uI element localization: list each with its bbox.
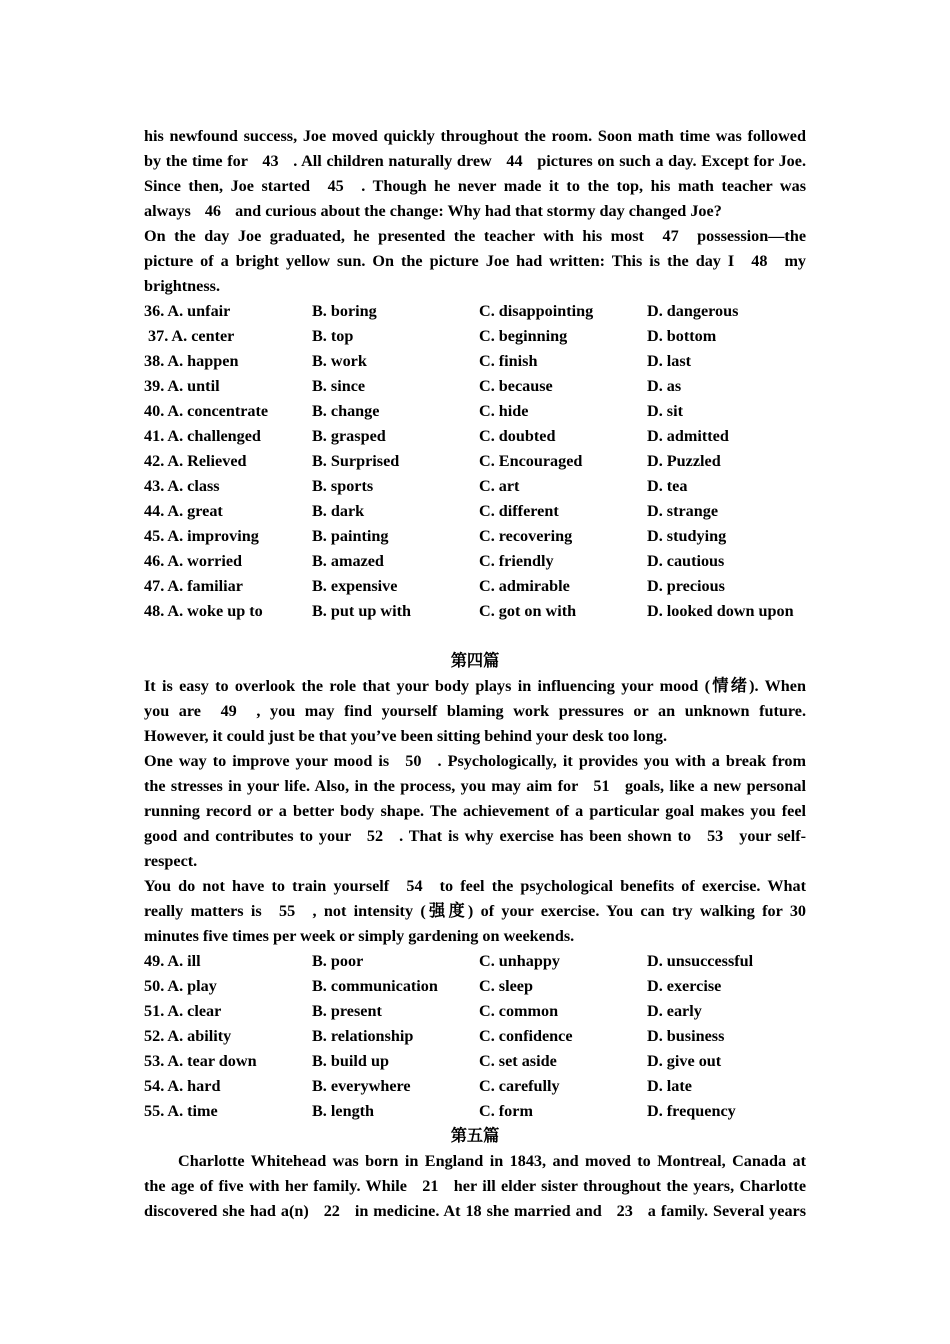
option-cell: D. frequency (647, 1102, 736, 1120)
option-cell: C. art (479, 477, 520, 495)
blank-number: 54 (406, 877, 423, 895)
option-cell: C. form (479, 1102, 533, 1120)
option-cell: 37. A. center (144, 327, 235, 345)
option-cell: C. friendly (479, 552, 554, 570)
option-row (144, 1074, 806, 1099)
option-row (144, 449, 806, 474)
option-cell: B. relationship (312, 1027, 414, 1045)
text-segment: pictures on such a day. Except for Joe. (537, 152, 807, 170)
option-cell: 53. A. tear down (144, 1052, 257, 1070)
text-segment: you are (144, 702, 201, 720)
option-cell: B. everywhere (312, 1077, 411, 1095)
blank-number: 50 (405, 752, 422, 770)
blank-number: 49 (220, 702, 237, 720)
option-cell: D. studying (647, 527, 727, 545)
option-cell: 52. A. ability (144, 1027, 232, 1045)
option-cell: C. unhappy (479, 952, 560, 970)
option-cell: C. recovering (479, 527, 573, 545)
option-cell: B. poor (312, 952, 364, 970)
text-segment: her ill elder sister throughout the years, Charlotte (453, 1177, 807, 1195)
text-line (144, 174, 806, 199)
text-segment: , not intensity (强度) of your exercise. You can try walking for 30 (312, 902, 807, 920)
option-cell: C. sleep (479, 977, 533, 995)
text-segment: his newfound success, Joe moved quickly throughout the room. Soon math time was followed (144, 127, 806, 145)
text-line (144, 799, 806, 824)
text-segment: discovered she had a(n) (144, 1202, 309, 1220)
document-page (144, 124, 806, 1224)
option-row (144, 999, 806, 1024)
option-row (144, 599, 806, 624)
option-cell: C. Encouraged (479, 452, 583, 470)
text-line (144, 699, 806, 724)
blank-number: 52 (366, 827, 384, 845)
text-segment: . Psychologically, it provides you with a break from (437, 752, 806, 770)
option-row (144, 499, 806, 524)
passage-3 (144, 124, 806, 299)
blank-number: 44 (506, 152, 523, 170)
text-segment: goals, like a new personal (624, 777, 806, 795)
text-line (144, 1174, 806, 1199)
option-cell: B. boring (312, 302, 377, 320)
option-row (144, 324, 806, 349)
option-cell: B. put up with (312, 602, 411, 620)
option-cell: B. Surprised (312, 452, 400, 470)
blank-number: 55 (279, 902, 296, 920)
option-cell: C. disappointing (479, 302, 594, 320)
option-cell: 47. A. familiar (144, 577, 243, 595)
option-cell: B. build up (312, 1052, 389, 1070)
text-segment: It is easy to overlook the role that your body plays in influencing your mood (情绪). When (144, 677, 806, 695)
text-segment: You do not have to train yourself (144, 877, 390, 895)
blank-number: 48 (751, 252, 768, 270)
option-row (144, 974, 806, 999)
option-cell: 38. A. happen (144, 352, 239, 370)
option-cell: B. painting (312, 527, 389, 545)
blank-number: 23 (616, 1202, 633, 1220)
text-segment: brightness. (144, 277, 221, 295)
option-cell: 46. A. worried (144, 552, 243, 570)
option-cell: 40. A. concentrate (144, 402, 269, 420)
text-line (144, 674, 806, 699)
option-cell: 44. A. great (144, 502, 223, 520)
option-row (144, 474, 806, 499)
passage-4-options (144, 949, 806, 1124)
text-segment: really matters is (144, 902, 262, 920)
text-segment: However, it could just be that you’ve been sitting behind your desk too long. (144, 727, 667, 745)
passage-4-heading: 第四篇 (450, 652, 500, 670)
option-cell: 41. A. challenged (144, 427, 261, 445)
option-cell: B. grasped (312, 427, 386, 445)
text-line (144, 249, 806, 274)
option-cell: D. give out (647, 1052, 722, 1070)
option-cell: C. carefully (479, 1077, 560, 1095)
option-cell: D. looked down upon (647, 602, 794, 620)
text-line (144, 924, 806, 949)
option-cell: D. exercise (647, 977, 722, 995)
option-row (144, 399, 806, 424)
spacer (144, 624, 806, 649)
option-cell: D. bottom (647, 327, 717, 345)
text-line (144, 1199, 806, 1224)
text-segment: good and contributes to your (144, 827, 351, 845)
option-cell: C. common (479, 1002, 559, 1020)
option-cell: D. dangerous (647, 302, 739, 320)
text-line (144, 274, 806, 299)
option-cell: D. tea (647, 477, 688, 495)
option-cell: 39. A. until (144, 377, 220, 395)
option-row (144, 1024, 806, 1049)
option-cell: 36. A. unfair (144, 302, 231, 320)
text-line (144, 874, 806, 899)
text-segment: picture of a bright yellow sun. On the picture Joe had written: This is the day I (144, 252, 735, 270)
option-row (144, 949, 806, 974)
option-row (144, 349, 806, 374)
text-segment: and curious about the change: Why had that stormy day changed Joe? (235, 202, 722, 220)
option-cell: B. amazed (312, 552, 384, 570)
option-cell: C. hide (479, 402, 529, 420)
blank-number: 22 (323, 1202, 340, 1220)
text-segment: Since then, Joe started (144, 177, 311, 195)
blank-number: 46 (204, 202, 222, 220)
text-line (144, 849, 806, 874)
option-cell: B. change (312, 402, 380, 420)
text-line (144, 1149, 806, 1174)
text-segment: the stresses in your life. Also, in the process, you may aim for (144, 777, 579, 795)
option-cell: 48. A. woke up to (144, 602, 263, 620)
text-segment: respect. (144, 852, 198, 870)
text-segment: in medicine. At 18 she married and (354, 1202, 602, 1220)
blank-number: 43 (262, 152, 279, 170)
option-cell: 43. A. class (144, 477, 220, 495)
option-cell: C. different (479, 502, 559, 520)
option-row (144, 424, 806, 449)
option-row (144, 1099, 806, 1124)
option-cell: C. beginning (479, 327, 568, 345)
option-cell: B. dark (312, 502, 365, 520)
option-cell: D. last (647, 352, 692, 370)
blank-number: 53 (707, 827, 724, 845)
text-segment: your self- (739, 827, 807, 845)
blank-number: 21 (422, 1177, 439, 1195)
option-cell: D. precious (647, 577, 725, 595)
text-segment: to feel the psychological benefits of exercise. What (439, 877, 806, 895)
option-cell: B. top (312, 327, 354, 345)
option-cell: C. got on with (479, 602, 577, 620)
option-cell: B. work (312, 352, 367, 370)
option-cell: D. admitted (647, 427, 729, 445)
text-segment: One way to improve your mood is (144, 752, 390, 770)
text-segment: possession—the (697, 227, 807, 245)
text-line (144, 774, 806, 799)
text-line (144, 824, 806, 849)
passage-5 (144, 1149, 806, 1224)
option-row (144, 1049, 806, 1074)
passage-5-heading: 第五篇 (450, 1127, 500, 1145)
text-line (144, 124, 806, 149)
text-segment: the age of five with her family. While (144, 1177, 407, 1195)
text-segment: On the day Joe graduated, he presented the teacher with his most (144, 227, 644, 245)
option-cell: D. Puzzled (647, 452, 721, 470)
text-segment: minutes five times per week or simply gardening on weekends. (144, 927, 575, 945)
passage-4 (144, 674, 806, 949)
text-segment: . Though he never made it to the top, his math teacher was (361, 177, 807, 195)
option-cell: C. finish (479, 352, 538, 370)
option-row (144, 524, 806, 549)
text-segment: Charlotte Whitehead was born in England in 1843, and moved to Montreal, Canada at (178, 1152, 806, 1170)
option-cell: 55. A. time (144, 1102, 218, 1120)
option-cell: 49. A. ill (144, 952, 201, 970)
option-cell: D. business (647, 1027, 725, 1045)
text-segment: . That is why exercise has been shown to (399, 827, 692, 845)
option-cell: B. present (312, 1002, 382, 1020)
option-row (144, 574, 806, 599)
option-cell: B. since (312, 377, 366, 395)
text-segment: , you may find yourself blaming work pressures or an unknown future. (256, 702, 807, 720)
blank-number: 47 (662, 227, 679, 245)
text-segment: running record or a better body shape. The achievement of a particular goal makes you feel (144, 802, 806, 820)
text-line (144, 899, 806, 924)
option-row (144, 299, 806, 324)
option-cell: C. doubted (479, 427, 556, 445)
text-segment: my (784, 252, 807, 270)
option-cell: 54. A. hard (144, 1077, 221, 1095)
blank-number: 51 (593, 777, 610, 795)
option-row (144, 549, 806, 574)
option-cell: B. communication (312, 977, 438, 995)
option-cell: D. early (647, 1002, 702, 1020)
option-cell: D. sit (647, 402, 683, 420)
option-cell: 51. A. clear (144, 1002, 222, 1020)
option-cell: C. because (479, 377, 553, 395)
option-cell: B. length (312, 1102, 375, 1120)
blank-number: 45 (327, 177, 344, 195)
option-cell: 42. A. Relieved (144, 452, 247, 470)
text-line (144, 149, 806, 174)
option-cell: B. sports (312, 477, 374, 495)
option-cell: D. strange (647, 502, 719, 520)
option-cell: 50. A. play (144, 977, 217, 995)
option-cell: D. unsuccessful (647, 952, 754, 970)
option-cell: C. admirable (479, 577, 570, 595)
text-segment: a family. Several years (647, 1202, 807, 1220)
passage-3-options (144, 299, 806, 624)
text-line (144, 724, 806, 749)
text-line (144, 199, 806, 224)
option-row (144, 374, 806, 399)
text-segment: . All children naturally drew (293, 152, 492, 170)
text-line (144, 224, 806, 249)
option-cell: 45. A. improving (144, 527, 259, 545)
text-segment: by the time for (144, 152, 248, 170)
option-cell: D. as (647, 377, 682, 395)
option-cell: D. cautious (647, 552, 725, 570)
option-cell: B. expensive (312, 577, 398, 595)
text-line (144, 749, 806, 774)
text-segment: always (144, 202, 191, 220)
option-cell: C. set aside (479, 1052, 557, 1070)
option-cell: C. confidence (479, 1027, 573, 1045)
option-cell: D. late (647, 1077, 692, 1095)
